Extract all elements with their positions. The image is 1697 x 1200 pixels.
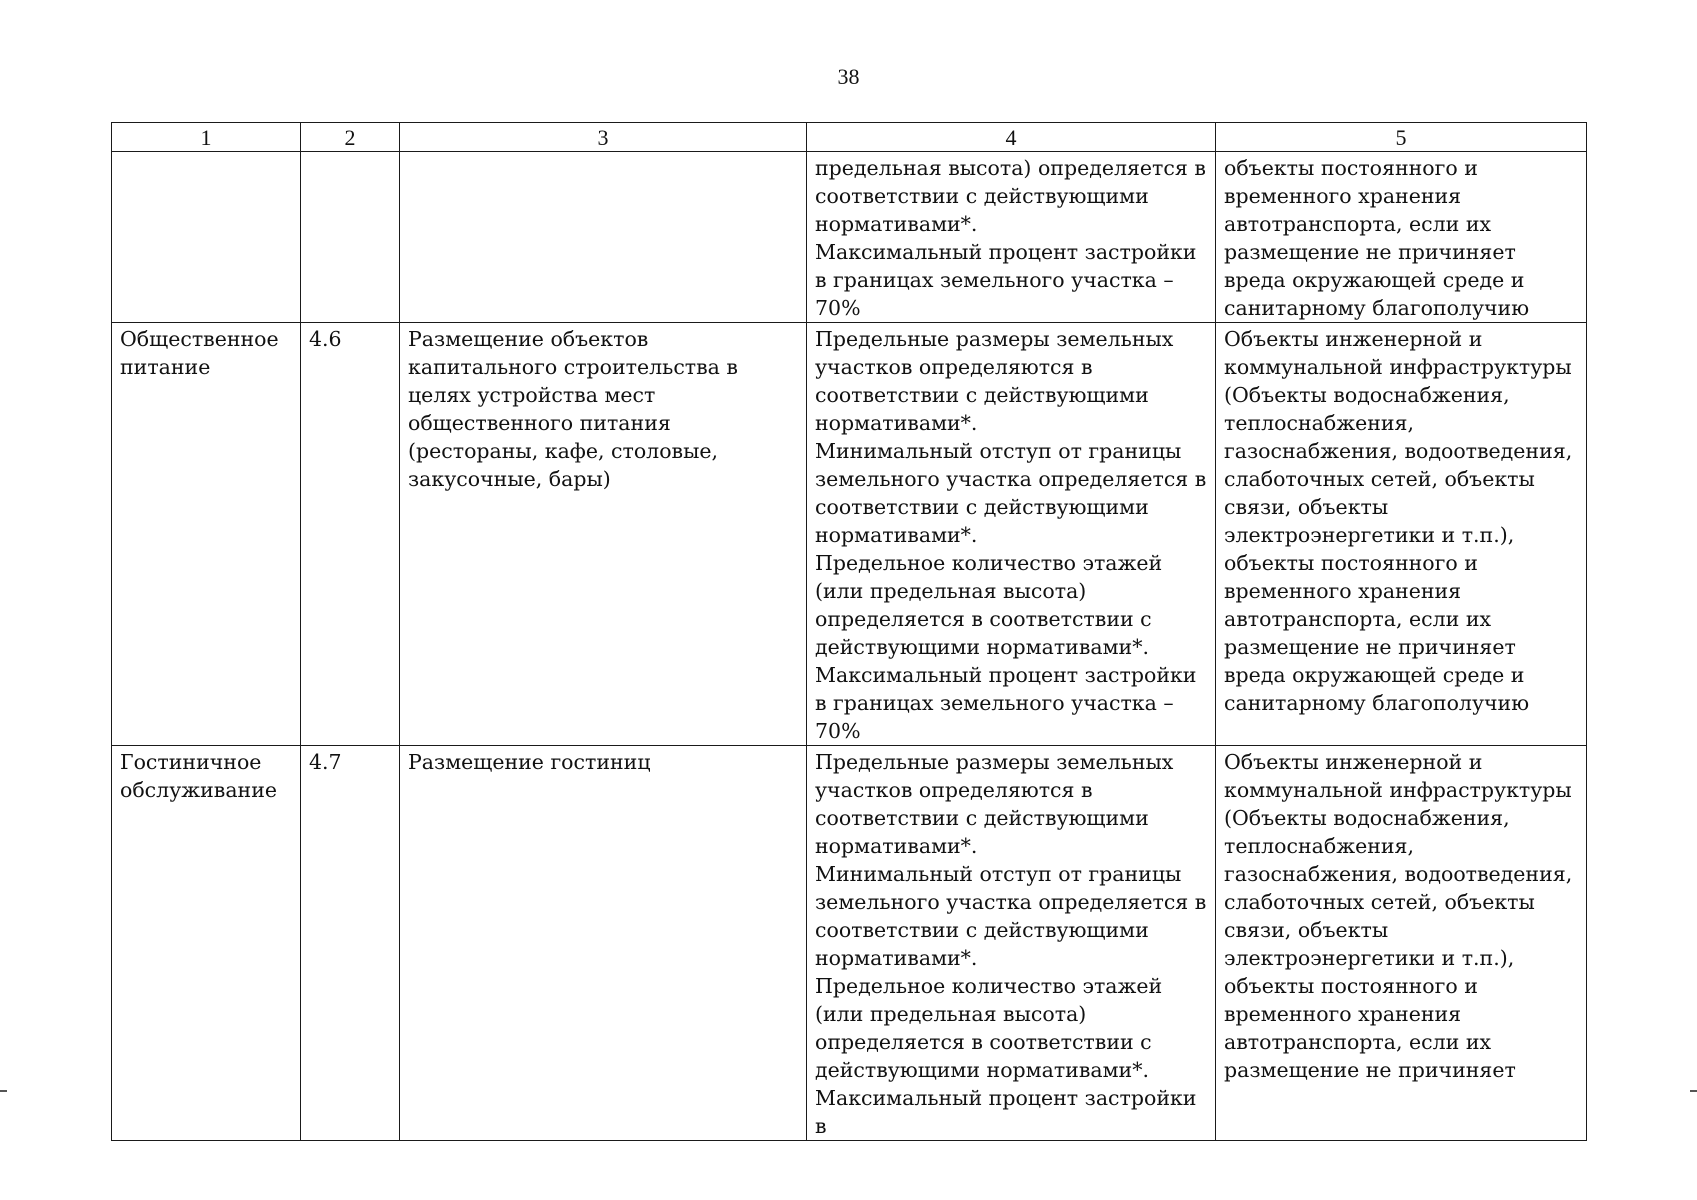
auxiliary-uses-cell: Объекты инженерной и коммунальной инфраструктуры (Объекты водоснабжения, теплоснабжения, газоснабжения, водоотведения, слаботочных сетей, объекты связи, объекты электроэнергетики и т.п.), объекты постоянного и временного хранения автотранспорта, если их размещение не причиняет (1216, 746, 1587, 1141)
use-code-cell: 4.7 (301, 746, 400, 1141)
use-code-cell (301, 152, 400, 323)
use-name-cell: Гостиничное обслуживание (112, 746, 301, 1141)
page-number: 38 (837, 64, 860, 89)
table-row-continuation (112, 152, 1587, 323)
header-row (112, 123, 1587, 152)
use-description-cell: Размещение объектов капитального строительства в целях устройства мест общественного питания (рестораны, кафе, столовые, закусочные, бары) (400, 323, 807, 746)
use-name-cell (112, 152, 301, 323)
use-description-cell: Размещение гостиниц (400, 746, 807, 1141)
table-row-hotel-services (112, 746, 1587, 1141)
header-col-4: 4 (807, 123, 1216, 152)
use-code-cell: 4.6 (301, 323, 400, 746)
auxiliary-uses-cell: Объекты инженерной и коммунальной инфраструктуры (Объекты водоснабжения, теплоснабжения, газоснабжения, водоотведения, слаботочных сетей, объекты связи, объекты электроэнергетики и т.п.), объекты постоянного и временного хранения автотранспорта, если их размещение не причиняет вреда окружающей среде и санитарному благополучию (1216, 323, 1587, 746)
auxiliary-uses-cell: объекты постоянного и временного хранения автотранспорта, если их размещение не причиняет вреда окружающей среде и санитарному благополучию (1216, 152, 1587, 323)
left-edge-mark (0, 1090, 7, 1092)
use-name-cell: Общественное питание (112, 323, 301, 746)
header-col-3: 3 (400, 123, 807, 152)
header-col-5: 5 (1216, 123, 1587, 152)
parameters-cell: Предельные размеры земельных участков определяются в соответствии с действующими нормативами*. Минимальный отступ от границы земельного участка определяется в соответствии с действующими нормативами*. Предельное количество этажей (или предельная высота) определяется в соответствии с действующими нормативами*. Максимальный процент застройки в (807, 746, 1216, 1141)
parameters-cell: предельная высота) определяется в соответствии с действующими нормативами*. Максимальный процент застройки в границах земельного участка – 70% (807, 152, 1216, 323)
right-edge-mark (1690, 1090, 1697, 1092)
table-row-public-catering (112, 323, 1587, 746)
use-description-cell (400, 152, 807, 323)
header-col-1: 1 (112, 123, 301, 152)
zoning-table (111, 122, 1587, 1141)
parameters-cell: Предельные размеры земельных участков определяются в соответствии с действующими нормативами*. Минимальный отступ от границы земельного участка определяется в соответствии с действующими нормативами*. Предельное количество этажей (или предельная высота) определяется в соответствии с действующими нормативами*. Максимальный процент застройки в границах земельного участка – 70% (807, 323, 1216, 746)
header-col-2: 2 (301, 123, 400, 152)
